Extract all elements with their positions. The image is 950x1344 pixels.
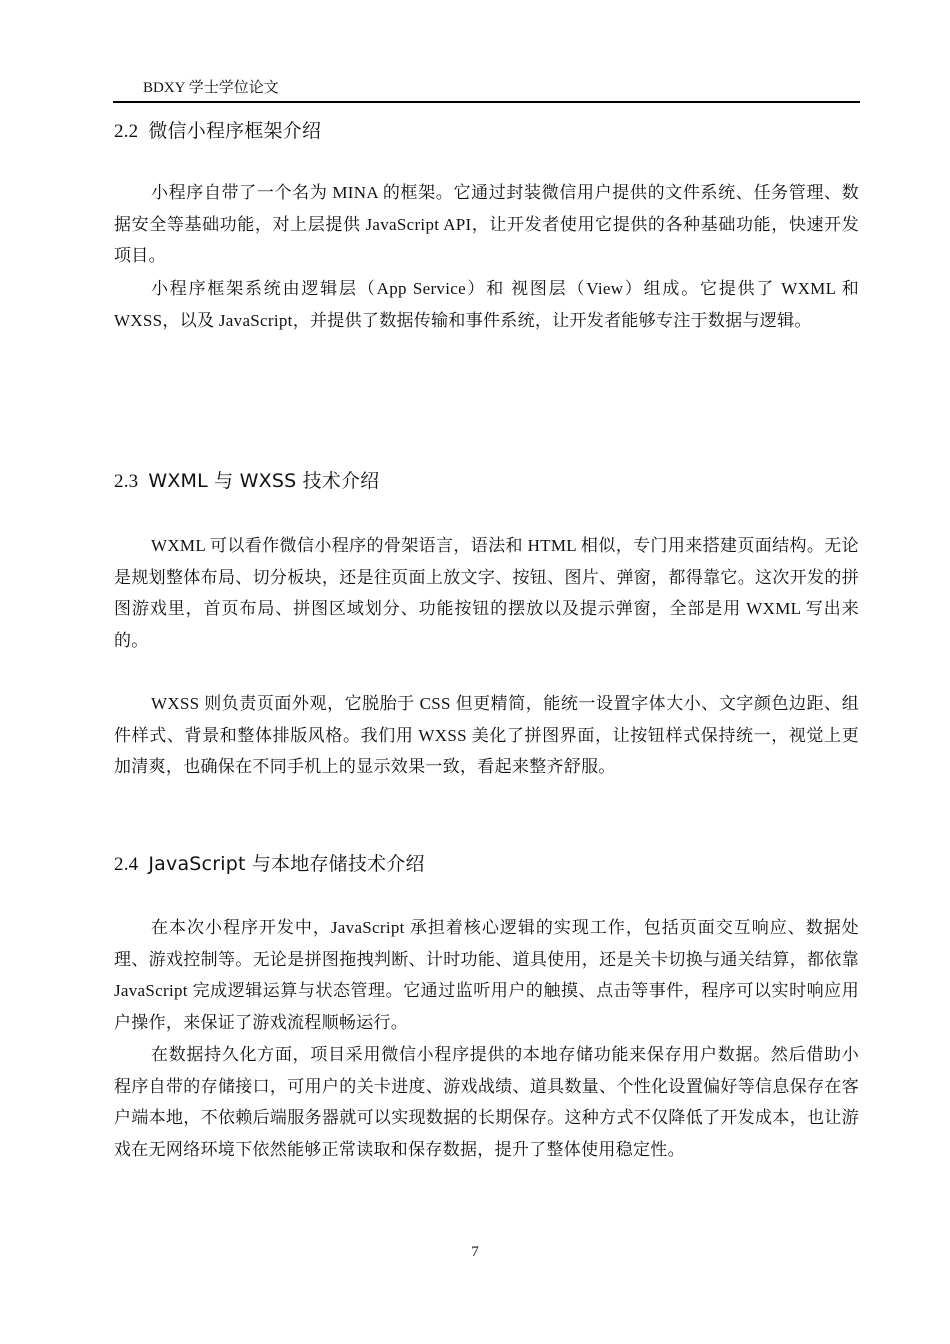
paragraph: WXML 可以看作微信小程序的骨架语言，语法和 HTML 相似，专门用来搭建页面结构。无论是规划整体布局、切分板块，还是往页面上放文字、按钮、图片、弹窗，都得靠它。这次开发的拼图游戏里，首页布局、拼图区域划分、功能按钮的摆放以及提示弹窗，全部是用 WXML 写出来的。 [114, 536, 859, 650]
section-heading-2-3 [114, 468, 379, 495]
section-heading-2-2 [114, 118, 321, 145]
section-number: 2.3 [114, 471, 139, 492]
header-rule [113, 101, 860, 103]
paragraph: 在数据持久化方面，项目采用微信小程序提供的本地存储功能来保存用户数据。然后借助小程序自带的存储接口，可用户的关卡进度、游戏战绩、道具数量、个性化设置偏好等信息保存在客户端本地，不依赖后端服务器就可以实现数据的长期保存。这种方式不仅降低了开发成本，也让游戏在无网络环境下依然能够正常读取和保存数据，提升了整体使用稳定性。 [114, 1045, 859, 1159]
paragraph: WXSS 则负责页面外观，它脱胎于 CSS 但更精简，能统一设置字体大小、文字颜色边距、组件样式、背景和整体排版风格。我们用 WXSS 美化了拼图界面，让按钮样式保持统一，视觉上更加清爽，也确保在不同手机上的显示效果一致，看起来整齐舒服。 [114, 694, 859, 776]
section-number: 2.2 [114, 121, 139, 142]
section-heading-2-4 [114, 851, 425, 878]
page-number: 7 [471, 1244, 479, 1260]
section-title: JavaScript 与本地存储技术介绍 [148, 853, 425, 875]
section-number: 2.4 [114, 854, 139, 875]
section-title: 微信小程序框架介绍 [148, 120, 322, 142]
running-header: BDXY 学士学位论文 [143, 80, 279, 96]
section-title: WXML 与 WXSS 技术介绍 [148, 470, 380, 492]
paragraph: 在本次小程序开发中，JavaScript 承担着核心逻辑的实现工作，包括页面交互响应、数据处理、游戏控制等。无论是拼图拖拽判断、计时功能、道具使用，还是关卡切换与通关结算，都依靠 JavaScript 完成逻辑运算与状态管理。它通过监听用户的触摸、点击等事件，程序可以实时响应用户操作，来保证了游戏流程顺畅运行。 [114, 918, 859, 1032]
paragraph: 小程序自带了一个名为 MINA 的框架。它通过封装微信用户提供的文件系统、任务管理、数据安全等基础功能，对上层提供 JavaScript API，让开发者使用它提供的各种基础功能，快速开发项目。 [114, 183, 859, 265]
paragraph: 小程序框架系统由逻辑层（App Service）和 视图层（View）组成。它提供了 WXML 和 WXSS，以及 JavaScript，并提供了数据传输和事件系统，让开发者能够专注于数据与逻辑。 [114, 279, 859, 330]
